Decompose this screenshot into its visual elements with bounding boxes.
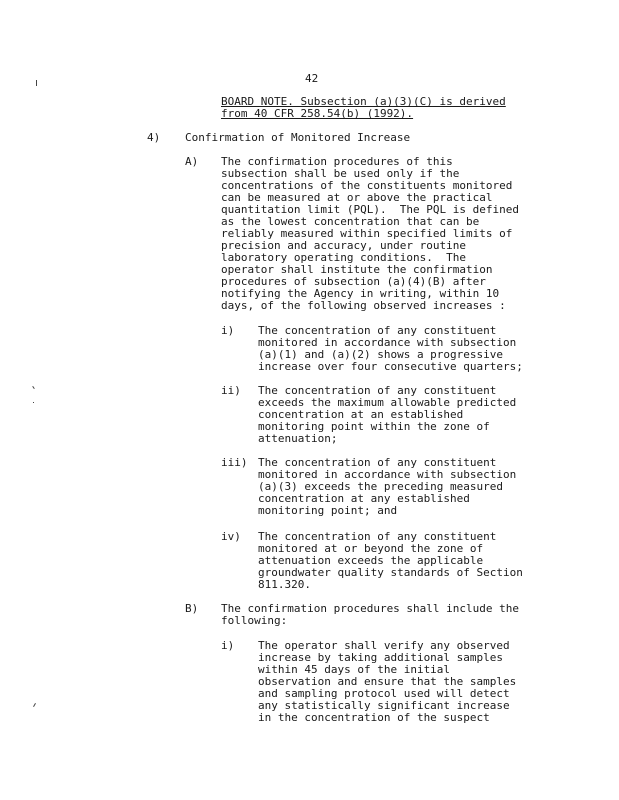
- item-b-i-label: i): [221, 639, 235, 652]
- scan-speck: [36, 80, 37, 86]
- subsection-b-label: B): [185, 602, 199, 615]
- item-a-iii-text: The concentration of any constituent monitored in accordance with subsection (a)(3) exceeds the preceding measured concentration at any established monitoring point; and: [258, 456, 517, 517]
- item-a-iv-label: iv): [221, 530, 241, 543]
- board-note-line-1: BOARD NOTE. Subsection (a)(3)(C) is derived: [221, 95, 506, 108]
- subsection-a-label: A): [185, 155, 199, 168]
- scan-speck: [32, 386, 35, 389]
- section-title: Confirmation of Monitored Increase: [185, 131, 411, 144]
- subsection-a-text: The confirmation procedures of this subsection shall be used only if the concentrations of the constituents monitored can be measured at or above the practical quantitation limit (PQL). The PQL is defined as the lowest concentration that can be reliably measured within specified limits of precision and accuracy, under routine laboratory operating conditions. The operator shall institute the confirmation procedures of subsection (a)(4)(B) after notifying the Agency in writing, within 10 days, of the following observed increases :: [221, 155, 520, 312]
- item-a-ii-text: The concentration of any constituent exceeds the maximum allowable predicted concentration at an established monitoring point within the zone of attenuation;: [258, 384, 517, 445]
- page-number: 42: [305, 72, 319, 85]
- scan-speck: [33, 703, 36, 707]
- item-a-i-label: i): [221, 324, 235, 337]
- item-a-iv-text: The concentration of any constituent monitored at or beyond the zone of attenuation exceeds the applicable groundwater quality standards of Section 811.320.: [258, 530, 523, 591]
- board-note-line-2: from 40 CFR 258.54(b) (1992).: [221, 107, 414, 120]
- scan-speck: [33, 402, 34, 403]
- subsection-b-text: The confirmation procedures shall include the following:: [221, 602, 520, 627]
- item-b-i-text: The operator shall verify any observed increase by taking additional samples within 45 days of the initial observation and ensure that the samples and sampling protocol used will detect any statistically significant increase in the concentration of the suspect: [258, 639, 517, 724]
- section-number: 4): [147, 131, 161, 144]
- item-a-iii-label: iii): [221, 456, 248, 469]
- item-a-ii-label: ii): [221, 384, 241, 397]
- item-a-i-text: The concentration of any constituent monitored in accordance with subsection (a)(1) and (a)(2) shows a progressive increase over four consecutive quarters;: [258, 324, 523, 373]
